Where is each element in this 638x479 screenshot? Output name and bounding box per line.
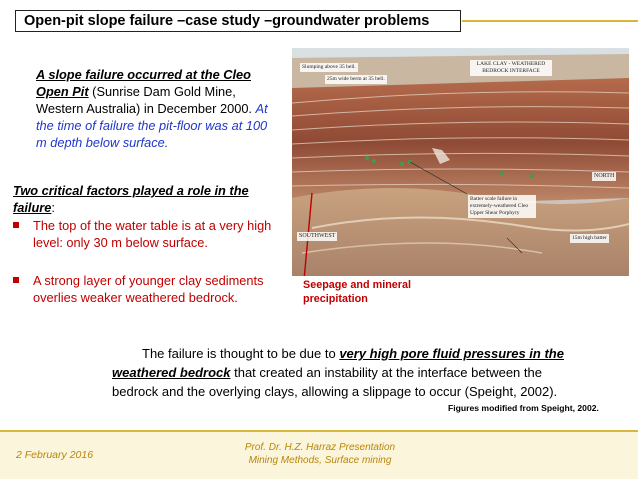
- conclusion-part-1: The failure is thought to be due to: [142, 346, 340, 361]
- pit-wall: [292, 78, 629, 208]
- label-lake-clay: LAKE CLAY - WEATHERED BEDROCK INTERFACE: [470, 60, 552, 76]
- seepage-caption-line-1: Seepage and mineral: [303, 279, 412, 291]
- open-pit-photo: [292, 48, 629, 276]
- factor-bullet-1-text: The top of the water table is at a very high level: only 30 m below surface.: [33, 218, 272, 250]
- factors-heading-block: [13, 182, 275, 216]
- bullet-square-icon: [13, 222, 19, 228]
- factors-colon: :: [51, 200, 55, 215]
- label-north: NORTH: [594, 173, 615, 179]
- footer-date: 2 February 2016: [16, 449, 94, 461]
- label-southwest: SOUTHWEST: [299, 233, 336, 239]
- intro-depth: At the time of failure the pit-floor was at 100 m depth below surface.: [36, 101, 268, 150]
- label-slumping: Slumping above 35 bell.: [302, 64, 356, 70]
- presenter-line-2: Mining Methods, Surface mining: [248, 455, 392, 466]
- bullet-square-icon: [13, 277, 19, 283]
- footer-presenter: [210, 441, 430, 467]
- top-rule: [462, 20, 638, 22]
- slide-title: Open-pit slope failure –case study –groundwater problems: [24, 13, 430, 29]
- intro-location: (Sunrise Dam Gold Mine, Western Australia) in December 2000.: [36, 84, 256, 116]
- label-berm: 25m wide berm at 35 bell.: [327, 76, 385, 82]
- seepage-caption-line-2: precipitation: [303, 293, 368, 305]
- conclusion-paragraph: [112, 344, 582, 401]
- intro-paragraph: [36, 66, 268, 151]
- seepage-caption: [303, 278, 411, 306]
- presenter-line-1: Prof. Dr. H.Z. Harraz Presentation: [244, 442, 396, 453]
- factor-bullet-2: [13, 272, 275, 306]
- conclusion-emphasis: very high pore fluid pressures in the weathered bedrock: [112, 346, 564, 380]
- factor-bullet-1: [13, 217, 275, 251]
- label-bench-height: 15m high batter: [572, 235, 607, 241]
- label-batter-failure: Batter scale failure in extremely-weathered Cleo Upper Shear Porphyry: [468, 195, 536, 218]
- intro-heading: A slope failure occurred at the Cleo Open Pit: [36, 67, 251, 99]
- conclusion-part-2: that created an instability at the interface between the bedrock and the overlying clays, allowing a slippage to occur (Speight, 2002).: [112, 365, 558, 399]
- factors-heading: Two critical factors played a role in the failure: [13, 183, 249, 215]
- factor-bullet-2-text: A strong layer of younger clay sediments overlies weaker weathered bedrock.: [33, 273, 264, 305]
- title-box: [15, 10, 461, 32]
- figure-credit: Figures modified from Speight, 2002.: [448, 403, 599, 413]
